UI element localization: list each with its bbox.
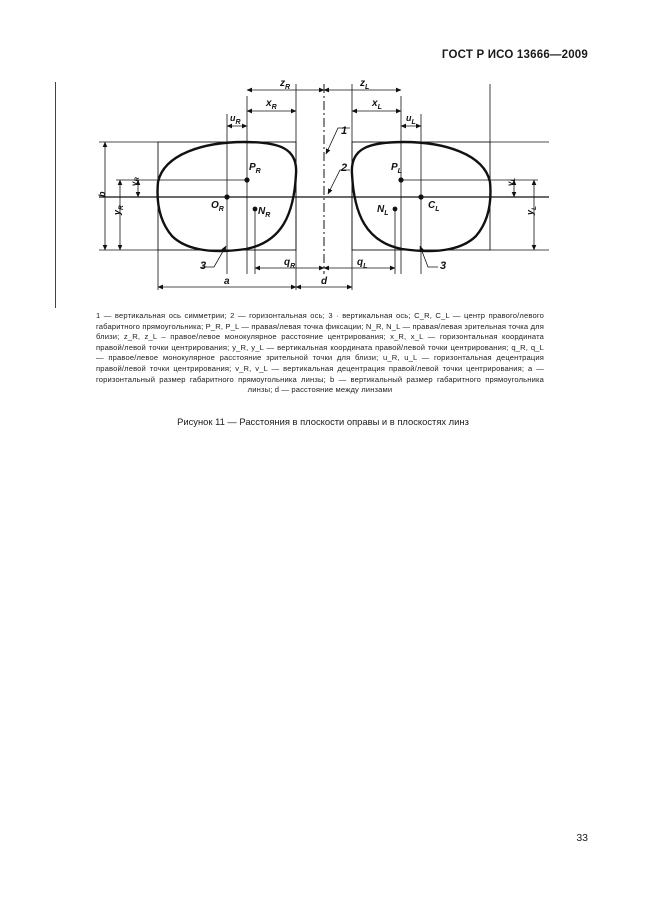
point-n-l (393, 207, 398, 212)
page-number: 33 (576, 832, 588, 844)
label-y-l: $y_L$ (525, 206, 538, 215)
label-b: b (97, 191, 107, 197)
label-q-r: $q_R$ (284, 257, 296, 270)
label-c-l: $C_L$ (428, 200, 440, 213)
callout-3-right: 3 (440, 260, 447, 272)
callout-1: 1 (341, 125, 348, 137)
label-v-l: $v_L$ (506, 177, 517, 186)
label-z-l: $z_L$ (360, 78, 370, 91)
label-u-l: $u_L$ (406, 113, 416, 126)
point-n-r (253, 207, 258, 212)
label-d: d (321, 276, 328, 287)
callout-2: 2 (341, 162, 348, 174)
label-p-l: $P_L$ (391, 162, 402, 175)
callout-3-right-leader (420, 246, 438, 267)
point-o-r (224, 194, 229, 199)
label-n-l: $N_L$ (377, 204, 389, 217)
figure-caption: Рисунок 11 — Расстояния в плоскости оправы и в плоскостях линз (177, 416, 469, 427)
callout-3-left: 3 (200, 260, 207, 272)
label-y-r: $y_R$ (112, 205, 125, 215)
label-x-r: $x_R$ (266, 98, 277, 111)
document-header: ГОСТ Р ИСО 13666—2009 (441, 49, 588, 61)
point-c-l (418, 194, 423, 199)
label-a: a (224, 276, 230, 287)
label-q-l: $q_L$ (357, 257, 368, 270)
figure-legend (96, 311, 544, 396)
point-p-r (244, 177, 249, 182)
spectacle-frame-diagram (94, 74, 554, 292)
label-o-r: $O_R$ (211, 200, 224, 213)
diagram-svg (94, 74, 554, 292)
label-x-l: $x_L$ (372, 98, 382, 111)
label-v-r: $v_R$ (130, 177, 141, 186)
label-z-r: $z_R$ (280, 78, 291, 91)
label-n-r: $N_R$ (258, 206, 271, 219)
label-u-r: $u_R$ (230, 113, 241, 126)
margin-line (55, 82, 56, 308)
label-p-r: $P_R$ (249, 162, 261, 175)
point-p-l (398, 177, 403, 182)
legend-text: 1 — вертикальная ось симметрии; 2 — горизонтальная ось; 3 · вертикальная ось; C_R, C_L — центр правого/левого габаритного прямоугольника; P_R, P_L — правая/левая точка фиксации; N_R, N_L — правая/левая зрительная точка для близи; z_R, z_L – правое/левое монокулярное расстояние центрирования; x_R, x_L — горизонтальная координата правой/левой точки центрирования; y_R, y_L — вертикальная координата правой/левой точки центрирования; q_R, q_L — правое/левое монокулярное расстояние зрительной точки для близи; u_R, u_L — горизонтальная децентрация правой/левой точки центрирования; v_R, v_L — вертикальная децентрация правой/левой точки центрирования; a — горизонтальный размер габаритного прямоугольника линзы; b — вертикальный размер габаритного прямоугольника линзы; d — расстояние между линзами (96, 311, 544, 395)
